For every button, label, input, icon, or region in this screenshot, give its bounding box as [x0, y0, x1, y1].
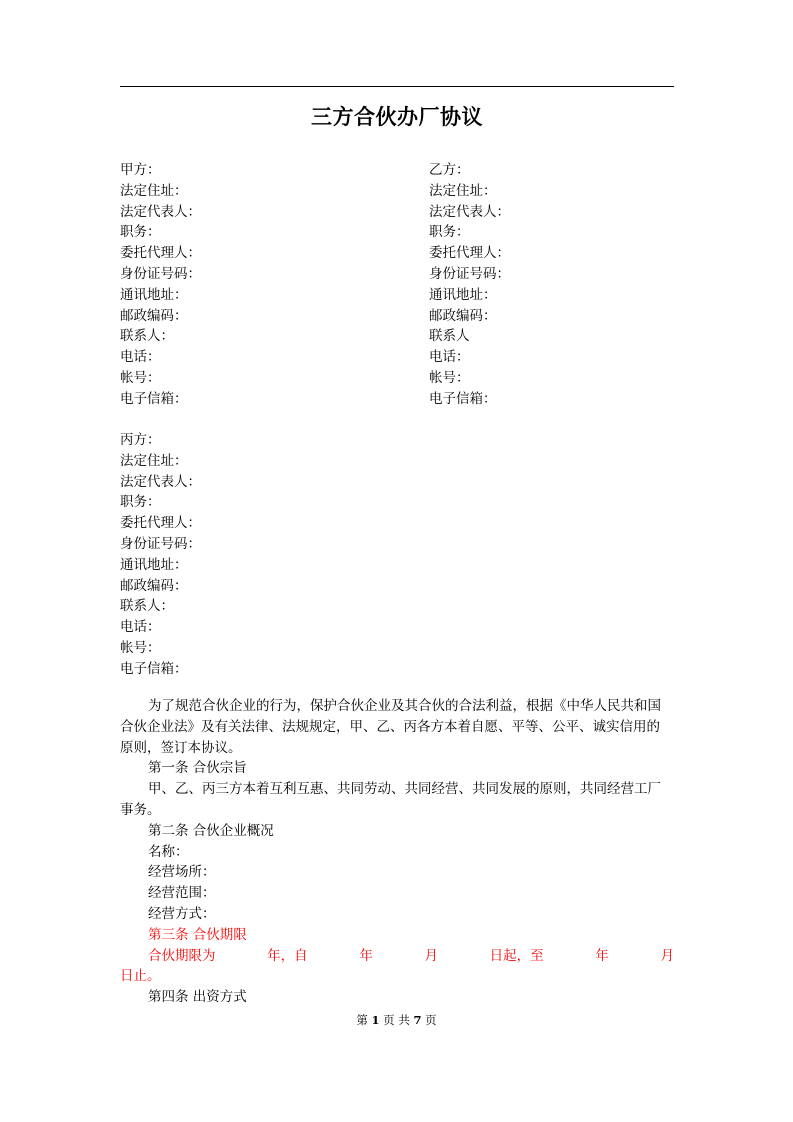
- party-c-field: 联系人：: [120, 598, 174, 615]
- party-a-field: 法定住址：: [120, 182, 188, 199]
- party-a-field: 法定代表人：: [120, 203, 201, 220]
- article-3-term-line: [120, 946, 674, 967]
- party-c-block: [120, 430, 201, 680]
- party-a-block: [120, 160, 201, 410]
- footer-middle: 页 共: [383, 1013, 410, 1027]
- term-text: 日起，至: [489, 947, 544, 964]
- party-b-field: 通讯地址：: [429, 286, 497, 303]
- term-text: 合伙期限为: [148, 947, 216, 964]
- footer-prefix: 第: [356, 1013, 368, 1027]
- term-text: 月: [424, 947, 438, 964]
- term-text: 年，自: [267, 947, 308, 964]
- page-footer: [0, 1012, 793, 1028]
- party-a-field: 电子信箱：: [120, 390, 188, 407]
- party-c-field: 电子信箱：: [120, 660, 188, 677]
- party-b-field: 帐号：: [429, 369, 470, 386]
- party-a-field: 电话：: [120, 349, 161, 366]
- term-text: 年: [595, 947, 609, 964]
- party-c-field: 丙方：: [120, 432, 161, 448]
- current-page-number: 1: [371, 1013, 380, 1027]
- party-b-field: 乙方：: [429, 162, 470, 178]
- article-1-title: 第一条 合伙宗旨: [148, 760, 247, 777]
- article-2-scope: 经营范围：: [148, 885, 216, 902]
- party-b-field: 电话：: [429, 349, 470, 366]
- party-a-field: 职务：: [120, 224, 161, 241]
- term-text: 年: [359, 947, 373, 964]
- total-page-number: 7: [413, 1013, 422, 1027]
- article-2-place: 经营场所：: [148, 864, 216, 881]
- party-a-field: 帐号：: [120, 369, 161, 386]
- header-rule: [120, 86, 674, 87]
- party-c-field: 法定住址：: [120, 452, 188, 469]
- preamble-line: 为了规范合伙企业的行为，保护合伙企业及其合伙的合法利益，根据《中华人民共和国: [148, 698, 661, 714]
- article-2-mode: 经营方式：: [148, 905, 216, 922]
- article-2-title: 第二条 合伙企业概况: [148, 822, 274, 839]
- party-a-field: 甲方：: [120, 162, 161, 178]
- party-b-field: 邮政编码：: [429, 307, 497, 324]
- party-b-field: 身份证号码：: [429, 265, 510, 282]
- party-b-field: 委托代理人：: [429, 245, 510, 262]
- party-b-field: 法定代表人：: [429, 203, 510, 220]
- article-4-title: 第四条 出资方式: [148, 989, 247, 1006]
- article-2-name: 名称：: [148, 843, 189, 860]
- party-b-block: [429, 160, 510, 410]
- party-a-field: 委托代理人：: [120, 245, 201, 262]
- article-1-text: 事务。: [120, 801, 161, 818]
- article-3-title: 第三条 合伙期限: [148, 926, 247, 943]
- party-a-field: 邮政编码：: [120, 307, 188, 324]
- party-c-field: 职务：: [120, 494, 161, 511]
- party-c-field: 委托代理人：: [120, 515, 201, 532]
- preamble-line: 合伙企业法》及有关法律、法规规定，甲、乙、丙各方本着自愿、平等、公平、诚实信用的: [120, 718, 660, 735]
- party-c-field: 身份证号码：: [120, 535, 201, 552]
- article-1-text: 甲、乙、丙三方本着互利互惠、共同劳动、共同经营、共同发展的原则，共同经营工厂: [148, 781, 661, 798]
- party-b-field: 联系人: [429, 328, 470, 345]
- party-a-field: 联系人：: [120, 328, 174, 345]
- party-a-field: 通讯地址：: [120, 286, 188, 303]
- party-b-field: 电子信箱：: [429, 390, 497, 407]
- article-3-end: 日止。: [120, 968, 161, 985]
- party-c-field: 邮政编码：: [120, 577, 188, 594]
- agreement-body: [120, 696, 674, 1008]
- term-text: 月: [660, 947, 674, 964]
- party-c-field: 帐号：: [120, 639, 161, 656]
- party-b-field: 职务：: [429, 224, 470, 241]
- party-c-field: 法定代表人：: [120, 473, 201, 490]
- document-title: 三方合伙办厂协议: [311, 105, 483, 129]
- footer-suffix: 页: [425, 1013, 437, 1027]
- preamble-line: 原则，签订本协议。: [120, 739, 242, 756]
- party-a-field: 身份证号码：: [120, 265, 201, 282]
- party-b-field: 法定住址：: [429, 182, 497, 199]
- party-c-field: 电话：: [120, 619, 161, 636]
- party-c-field: 通讯地址：: [120, 556, 188, 573]
